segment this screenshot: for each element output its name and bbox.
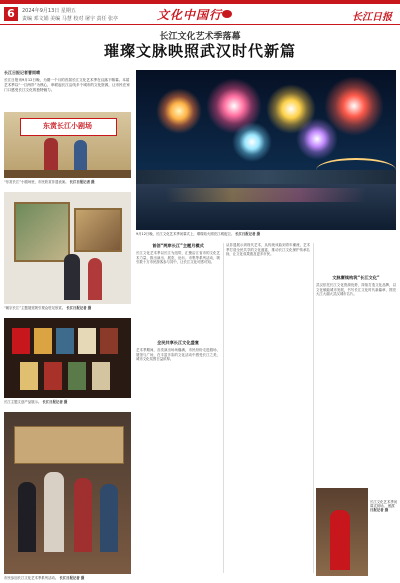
stage-floor (4, 170, 131, 178)
book-cover (92, 362, 110, 390)
section-heading-1: 首创“两岸长江”主题月模式 (152, 243, 204, 248)
stage-caption-text: “东赏长江”小剧场里，市民欣赏非遗表演。 (4, 180, 69, 184)
books-caption-text: 长江主题文创产品展示。 (4, 400, 42, 404)
performer-figure (44, 138, 58, 174)
books-caption (4, 400, 131, 404)
header-staff: 责编 邓文娟 美编 马慧 校对 屠宇 责任 张亭 (22, 16, 119, 22)
book-cover (12, 328, 30, 354)
header-divider (0, 24, 400, 25)
crowd-figure (100, 484, 118, 552)
main-credit: 长江日报记者 摄 (235, 232, 261, 236)
book-cover (100, 328, 118, 354)
column-divider (313, 243, 314, 573)
stage-caption (4, 180, 131, 184)
main-caption (136, 232, 396, 236)
visitor-figure (64, 254, 80, 300)
main-fireworks-photo (136, 70, 396, 230)
stage-sign: 东赏长江小剧场 (43, 122, 92, 130)
book-cover (56, 328, 74, 354)
bottom-caption (4, 576, 244, 580)
body-column-c: 从非遗展示到现代艺术，从传统戏曲到青年潮流，艺术季打造全民共享的文化盛宴，推动长江文化保护传承弘扬，让文化成果惠及更多市民。 (226, 243, 310, 257)
lead-text: 长江日报讯9月12日晚，为期一个月的首届长江文化艺术季在汉落下帷幕。本届艺术季以“一江两岸”为核心，串联起长江沿线多个城市的文化资源，让市民在家门口感受长江文化的独特魅力。 (4, 78, 130, 92)
article-headline: 璀璨文脉映照武汉时代新篇 (103, 42, 296, 60)
crowd-figure (74, 478, 92, 552)
lead-title: 长江日报记者曹雨晴 (4, 70, 40, 75)
body-column-b: 艺术季期间，各类演出场场爆满，市民纷纷走进剧场、展馆与广场，在丰富多彩的文化活动中感受长江之美，城市文化氛围日益浓厚。 (136, 348, 220, 362)
crowd-figure (18, 482, 36, 552)
gallery-caption (4, 306, 131, 310)
column-divider (223, 243, 224, 573)
bottom-credit: 长江日报记者 摄 (59, 576, 85, 580)
stage-credit: 长江日报记者 摄 (69, 180, 95, 184)
bottom-left-photo (4, 412, 131, 574)
section-heading-2: 全民共享长江文化盛宴 (157, 340, 199, 345)
gallery-wall-painting (14, 202, 70, 262)
firework-burst (156, 88, 202, 134)
side-caption (370, 500, 398, 512)
article-subhead: 长江文化艺术季落幕 (159, 32, 241, 42)
river-reflection (166, 188, 366, 202)
book-cover (78, 328, 96, 354)
gallery-caption-text: “朝宗长江”主题展览吸引观众驻足欣赏。 (4, 306, 66, 310)
gallery-wall-painting (74, 208, 122, 252)
gallery-credit: 长江日报记者 摄 (66, 306, 92, 310)
performer-figure (74, 140, 87, 174)
side-credit: 长江日报记者 摄 (370, 504, 395, 512)
paper-logo: 长江日报 (352, 12, 392, 23)
section-heading-3: 文脉赓续构筑“长江文化” (332, 275, 380, 280)
book-cover (44, 362, 62, 390)
page-number: 6 (4, 7, 18, 21)
gallery-photo (4, 192, 131, 304)
book-cover (34, 328, 52, 354)
main-caption-text: 9月12日晚，长江文化艺术季闭幕式上，璀璨焰火照亮江城夜空。 (136, 232, 235, 236)
book-cover (20, 362, 38, 390)
crowd-figure (44, 472, 64, 552)
body-column-d: 武汉依托长江文化资源优势，持续打造文化品牌，以文化赋能城市发展，书写长江文化时代新篇章，擦亮大江大湖大武汉城市名片。 (316, 283, 396, 297)
books-photo (4, 318, 131, 398)
body-column-a: 长江文化艺术季以长江为纽带，汇聚沿江省市的文化艺术力量，推出演出、展览、论坛、市集等系列活动，吸引数十万市民游客参与其中，让长江文化可感可知。 (136, 251, 220, 265)
skyline (136, 170, 396, 184)
column-name: 文化中国行 (157, 8, 223, 22)
firework-burst (296, 118, 338, 160)
side-photo (316, 488, 368, 576)
visitor-figure (88, 258, 102, 300)
performer-figure (330, 510, 350, 570)
stage-photo (4, 112, 131, 178)
display-panel (14, 426, 124, 464)
bottom-caption-text: 市民参加长江文化艺术季系列活动。 (4, 576, 59, 580)
books-credit: 长江日报记者 摄 (42, 400, 68, 404)
page-header (0, 4, 400, 26)
book-cover (68, 362, 86, 390)
column-logo-icon (222, 10, 232, 18)
firework-burst (232, 122, 272, 162)
header-date: 2024年9月13日 星期五 (22, 8, 76, 14)
side-caption-text: 长江文化艺术季闭幕式现场。 (370, 500, 398, 508)
